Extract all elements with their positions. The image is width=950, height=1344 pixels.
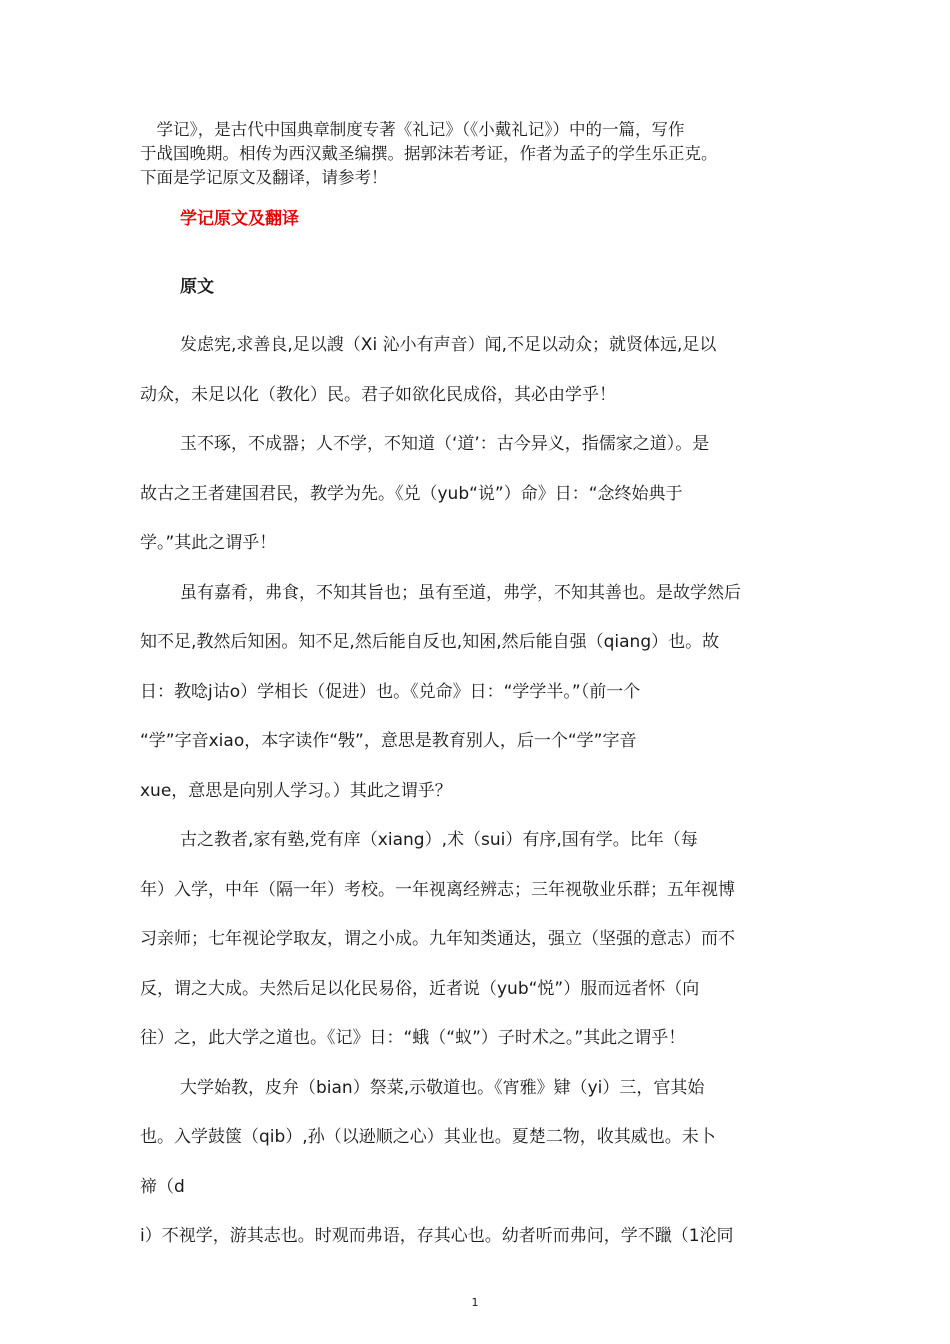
body-line: 大学始教，皮弁（bian）祭菜,示敬道也。《宵雅》肄（yi）三，官其始 <box>180 1077 705 1098</box>
body-line: 学。”其此之谓乎！ <box>140 533 277 553</box>
body-line: 古之教者,家有塾,党有庠（xiang）,术（sui）有序,国有学。比年（每 <box>180 830 698 850</box>
intro-line-1: 学记》，是古代中国典章制度专著《礼记》（《小戴礼记》）中的一篇，写作 <box>140 120 685 139</box>
body-line: 故古之王者建国君民，教学为先。《兑（yub“说”）命》日：“念终始典于 <box>140 483 683 504</box>
body-line: 发虑宪,求善良,足以謏（Xi 沁小有声音）闻,不足以动众；就贤体远,足以 <box>180 335 717 355</box>
body-line: 习亲师；七年视论学取友，谓之小成。九年知类通达，强立（坚强的意志）而不 <box>140 929 735 949</box>
intro-line-3: 下面是学记原文及翻译，请参考！ <box>140 168 388 187</box>
page-title: 学记原文及翻译 <box>180 209 299 229</box>
body-line: 动众，未足以化（教化）民。君子如欲化民成俗，其必由学乎！ <box>140 384 616 405</box>
body-line: 虽有嘉肴，弗食，不知其旨也；虽有至道，弗学，不知其善也。是故学然后 <box>180 582 741 603</box>
body-line: 知不足,教然后知困。知不足,然后能自反也,知困,然后能自强（qiang）也。故 <box>140 632 720 652</box>
body-line: 也。入学鼓箧（qib）,孙（以逊顺之心）其业也。夏楚二物，收其威也。未卜 <box>140 1127 716 1147</box>
section-heading: 原文 <box>180 277 214 297</box>
body-line: 反，谓之大成。夫然后足以化民易俗，近者说（yub“悦”）服而远者怀（向 <box>140 978 700 999</box>
body-line: i）不视学，游其志也。时观而弗语，存其心也。幼者听而弗问，学不躐（1沦同 <box>140 1226 734 1246</box>
body-line: 往）之，此大学之道也。《记》日：“蛾（“蚁”）子时术之。”其此之谓乎！ <box>140 1028 686 1048</box>
page-number: 1 <box>471 1296 479 1309</box>
body-text <box>140 321 820 1262</box>
body-line: “学”字音xiao，本字读作“斅”，意思是教育别人，后一个“学”字音 <box>140 731 637 751</box>
intro-paragraph <box>140 118 820 190</box>
body-line: 禘（d <box>140 1176 185 1197</box>
body-line: 日：教唸j诂o）学相长（促进）也。《兑命》日：“学学半。”（前一个 <box>140 681 641 702</box>
body-line: 玉不琢，不成器；人不学，不知道（‘道’：古今异义，指儒家之道）。是 <box>180 434 710 454</box>
intro-line-2: 于战国晚期。相传为西汉戴圣编撰。据郭沫若考证，作者为孟子的学生乐正克。 <box>140 144 718 163</box>
body-line: xue，意思是向别人学习。）其此之谓乎？ <box>140 780 452 801</box>
body-line: 年）入学，中年（隔一年）考校。一年视离经辨志；三年视敬业乐群；五年视博 <box>140 879 735 900</box>
